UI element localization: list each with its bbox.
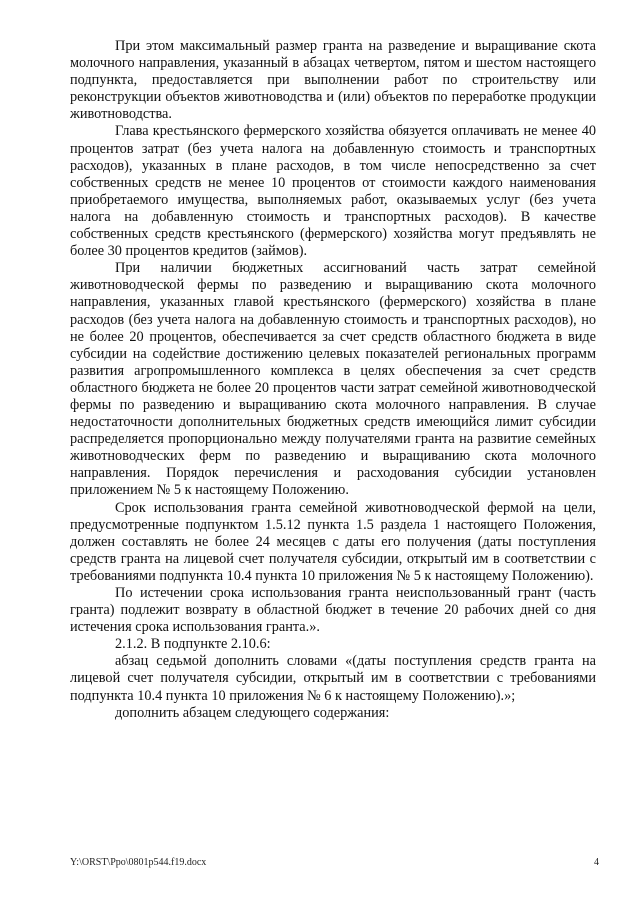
paragraph: дополнить абзацем следующего содержания:: [115, 704, 390, 721]
paragraph: Глава крестьянского фермерского хозяйства обязуется оплачивать не менее 40 процентов затрат (без учета налога на добавленную стоимость и транспортных расходов), указанных в плане расходов, в том числе непосредственно за счет собственных средств не менее 10 процентов от стоимости каждого наименования приобретаемого имущества, выполняемых работ, оказываемых услуг (без учета налога на добавленную стоимость и транспортных расходов). В качестве собственных средств крестьянского (фермерского) хозяйства могут предъявлять не более 30 процентов кредитов (займов).: [70, 123, 596, 260]
paragraph: По истечении срока использования гранта неиспользованный грант (часть гранта) подлежит возврату в областной бюджет в течение 20 рабочих дней со дня истечения срока использования гранта.».: [70, 585, 596, 636]
paragraph: При этом максимальный размер гранта на разведение и выращивание скота молочного направления, указанный в абзацах четвертом, пятом и шестом настоящего подпункта, предоставляется при выполнении работ по строительству или реконструкции объектов животноводства и (или) объектов по переработке продукции животноводства.: [70, 38, 596, 123]
document-body: [70, 38, 596, 722]
footer-file-path: Y:\ORST\Ppo\0801p544.f19.docx: [70, 857, 207, 868]
paragraph: Срок использования гранта семейной животноводческой фермой на цели, предусмотренные подпунктом 1.5.12 пункта 1.5 раздела 1 настоящего Положения, должен составлять не более 24 месяцев с даты его получения (даты поступления средств гранта на лицевой счет получателя субсидии, открытый им в соответствии с требованиями подпункта 10.4 пункта 10 приложения № 5 к настоящему Положению).: [70, 499, 596, 584]
page-number: 4: [594, 857, 599, 868]
paragraph: 2.1.2. В подпункте 2.10.6:: [115, 636, 271, 653]
paragraph: абзац седьмой дополнить словами «(даты поступления средств гранта на лицевой счет получателя субсидии, открытый им в соответствии с требованиями подпункта 10.4 пункта 10 приложения № 6 к настоящему Положению).»;: [70, 653, 596, 704]
paragraph: При наличии бюджетных ассигнований часть затрат семейной животноводческой фермы по разведению и выращиванию скота молочного направления, указанных главой крестьянского (фермерского) хозяйства в плане расходов (без учета налога на добавленную стоимость и транспортных расходов), но не более 20 процентов, обеспечивается за счет средств областного бюджета в виде субсидии на содействие достижению целевых показателей региональных программ развития агропромышленного комплекса в целях обеспечения за счет средств областного бюджета не более 20 процентов части затрат семейной животноводческой фермы по разведению и выращиванию скота молочного направления. В случае недостаточности дополнительных бюджетных средств имеющийся лимит субсидии распределяется пропорционально между получателями гранта на развитие семейных животноводческих ферм по разведению и выращиванию скота молочного направления. Порядок перечисления и расходования субсидии установлен приложением № 5 к настоящему Положению.: [70, 260, 596, 499]
